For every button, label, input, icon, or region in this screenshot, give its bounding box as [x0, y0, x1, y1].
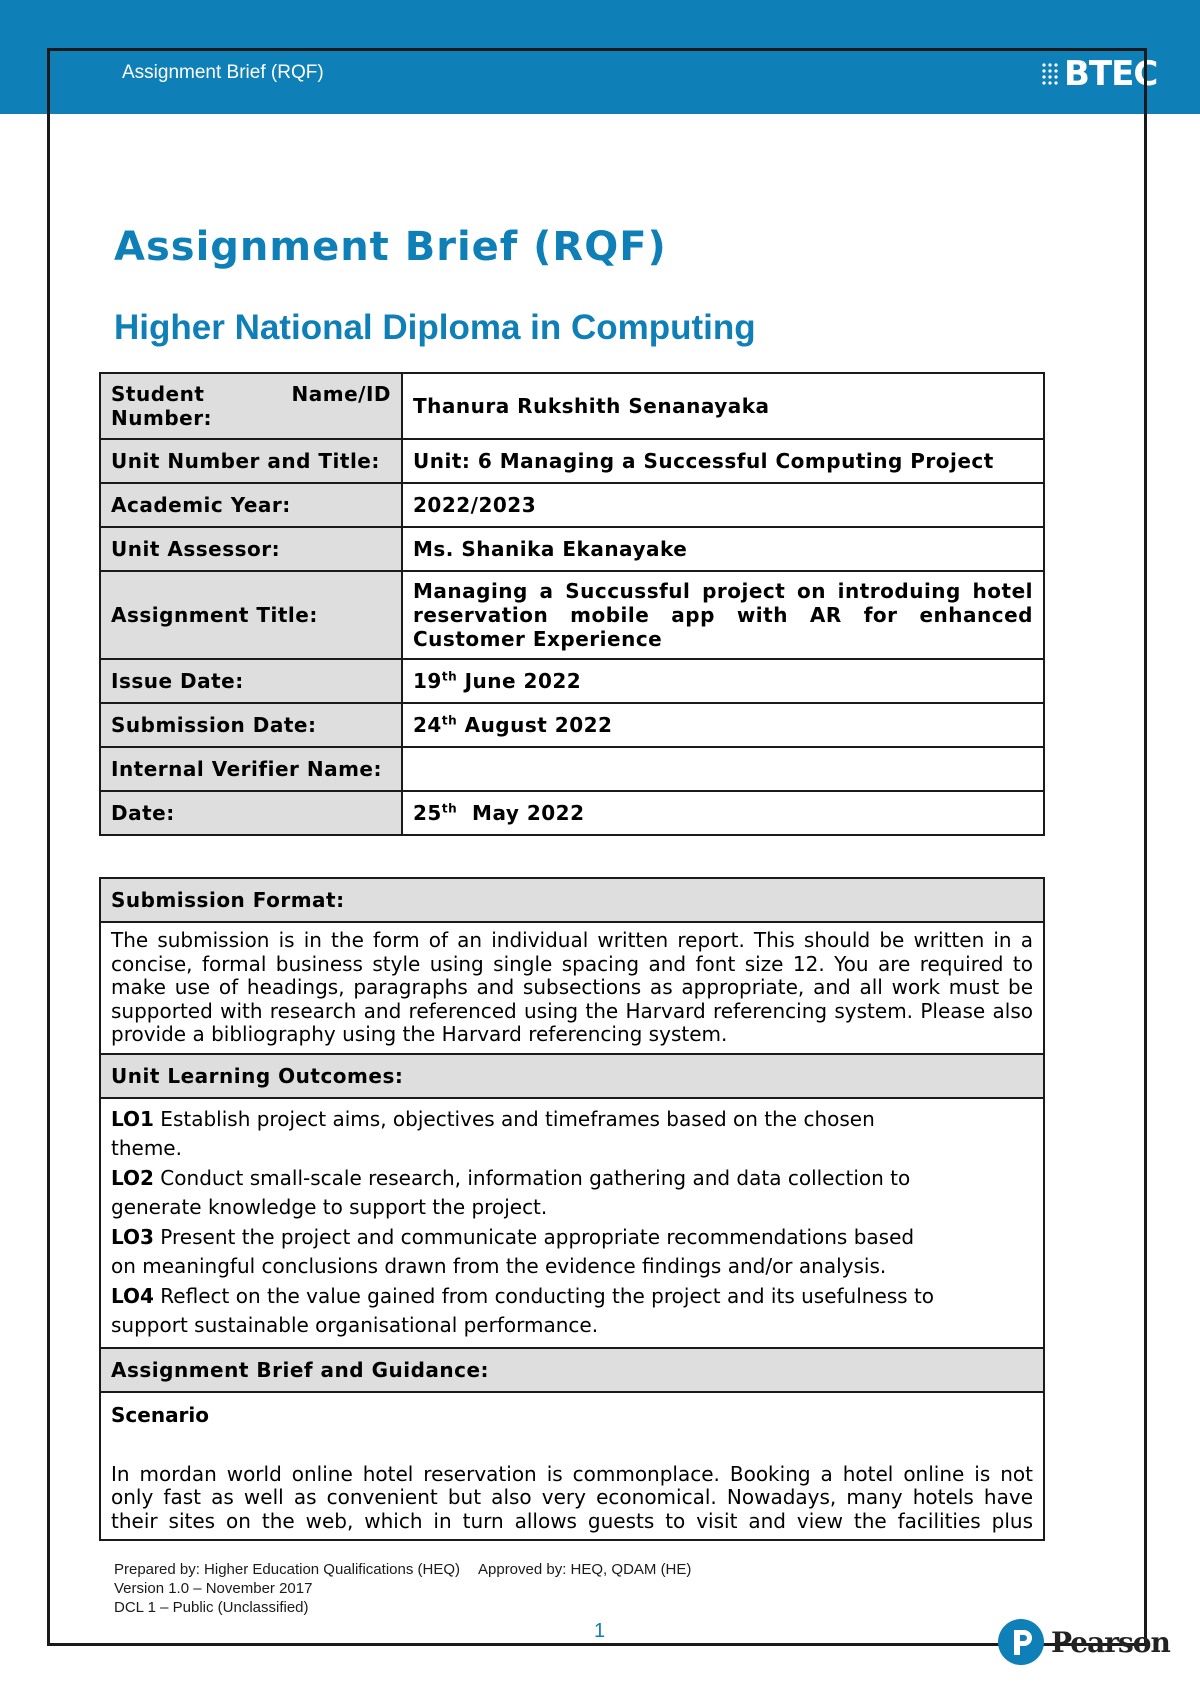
date-label: Date:: [100, 791, 402, 835]
footer-prepared-line: [114, 1560, 691, 1579]
date-month-year: May 2022: [457, 801, 585, 825]
submission-format-cell: [100, 922, 1044, 1054]
date-day-suffix: th: [441, 801, 458, 816]
table-row: [100, 659, 1044, 703]
lo1-line-1: [111, 1105, 1033, 1135]
student-label-cell: [100, 373, 402, 439]
unit-value: Unit: 6 Managing a Successful Computing Project: [402, 439, 1044, 483]
assignment-details-table: [99, 877, 1045, 1541]
submission-format-text: The submission is in the form of an individual written report. This should be written in a concise, formal business style using single spacing and font size 12. You are required to make use of headings, paragraphs and subsections as appropriate, and all work must be supported with research and referenced using the Harvard referencing system. Please also provide a bibliography using the Harvard referencing system.: [111, 928, 1033, 1046]
submission-date-label: Submission Date:: [100, 703, 402, 747]
table-row: [100, 439, 1044, 483]
issue-day: 19: [413, 669, 442, 693]
assessor-label: Unit Assessor:: [100, 527, 402, 571]
submission-day: 24: [413, 713, 442, 737]
table-row: [100, 483, 1044, 527]
scenario-cell: [100, 1392, 1044, 1541]
issue-date-value: [402, 659, 1044, 703]
footer-prepared: Prepared by: Higher Education Qualifications (HEQ): [114, 1561, 460, 1578]
btec-logo-text: BTEC: [1064, 54, 1158, 94]
table-row: [100, 1098, 1044, 1348]
header-bar-title: Assignment Brief (RQF): [122, 62, 324, 83]
guidance-heading: Assignment Brief and Guidance:: [100, 1348, 1044, 1392]
scenario-heading: Scenario: [111, 1402, 210, 1427]
submission-date-value: [402, 703, 1044, 747]
page-footer: [114, 1560, 691, 1617]
verifier-value: [402, 747, 1044, 791]
table-row: [100, 747, 1044, 791]
date-day: 25: [413, 801, 442, 825]
date-value: [402, 791, 1044, 835]
lo1-text: Establish project aims, objectives and timeframes based on the chosen: [153, 1106, 875, 1131]
lo2-line-2: generate knowledge to support the project.: [111, 1195, 548, 1219]
document-subtitle: Higher National Diploma in Computing: [114, 308, 756, 347]
assessor-value: Ms. Shanika Ekanayake: [402, 527, 1044, 571]
issue-day-suffix: th: [441, 669, 458, 684]
lo3-code: LO3: [111, 1224, 154, 1249]
document-title: Assignment Brief (RQF): [114, 224, 667, 270]
submission-month-year: August 2022: [457, 713, 613, 737]
unit-label: Unit Number and Title:: [100, 439, 402, 483]
year-label: Academic Year:: [100, 483, 402, 527]
lo4-line-1: [111, 1282, 1033, 1312]
pearson-logo: [997, 1618, 1170, 1666]
lo3-line-2: on meaningful conclusions drawn from the evidence findings and/or analysis.: [111, 1254, 887, 1278]
table-row: [100, 922, 1044, 1054]
table-row: [100, 571, 1044, 659]
footer-version: Version 1.0 – November 2017: [114, 1580, 313, 1597]
page-number: 1: [594, 1620, 606, 1642]
issue-date-label: Issue Date:: [100, 659, 402, 703]
table-row: [100, 1392, 1044, 1541]
table-row: [100, 1054, 1044, 1098]
lo2-text: Conduct small-scale research, information gathering and data collection to: [153, 1165, 911, 1190]
assignment-title-line-1: Managing a Succussful project on introduing hotel: [413, 579, 1033, 603]
lo3-text: Present the project and communicate appropriate recommendations based: [153, 1224, 915, 1249]
table-row: [100, 878, 1044, 922]
learning-outcomes-cell: [100, 1098, 1044, 1348]
assignment-title-line-3: Customer Experience: [413, 627, 663, 651]
student-value: Thanura Rukshith Senanayaka: [402, 373, 1044, 439]
table-row: [100, 373, 1044, 439]
student-label-b: Name/ID: [291, 382, 391, 406]
lo1-code: LO1: [111, 1106, 154, 1131]
lo2-code: LO2: [111, 1165, 154, 1190]
verifier-label: Internal Verifier Name:: [100, 747, 402, 791]
student-label-a: Student: [111, 382, 205, 406]
lo4-code: LO4: [111, 1283, 154, 1308]
learning-outcomes-heading: Unit Learning Outcomes:: [100, 1054, 1044, 1098]
scenario-text: In mordan world online hotel reservation is commonplace. Booking a hotel online is not only fast as well as convenient but also very economical. Nowadays, many hotels have their sites on the web, which in turn allows guests to visit and view the facilities plus: [111, 1461, 1033, 1533]
lo1-line-2: theme.: [111, 1136, 182, 1160]
footer-dcl: DCL 1 – Public (Unclassified): [114, 1599, 309, 1616]
lo2-line-1: [111, 1164, 1033, 1194]
year-value: 2022/2023: [402, 483, 1044, 527]
student-info-table: [99, 372, 1045, 836]
footer-approved: Approved by: HEQ, QDAM (HE): [478, 1561, 692, 1578]
student-label-c: Number:: [111, 406, 213, 430]
pearson-p-icon: [997, 1618, 1045, 1666]
table-row: [100, 1348, 1044, 1392]
lo3-line-1: [111, 1223, 1033, 1253]
lo4-line-2: support sustainable organisational performance.: [111, 1313, 599, 1337]
table-row: [100, 791, 1044, 835]
submission-day-suffix: th: [441, 713, 458, 728]
issue-month-year: June 2022: [457, 669, 582, 693]
assignment-title-line-2: reservation mobile app with AR for enhanced: [413, 603, 1033, 627]
submission-format-heading: Submission Format:: [100, 878, 1044, 922]
table-row: [100, 527, 1044, 571]
table-row: [100, 703, 1044, 747]
pearson-wordmark: Pearson: [1051, 1625, 1170, 1659]
lo4-text: Reflect on the value gained from conducting the project and its usefulness to: [153, 1283, 935, 1308]
assignment-title-value: [402, 571, 1044, 659]
assignment-title-label: Assignment Title:: [100, 571, 402, 659]
